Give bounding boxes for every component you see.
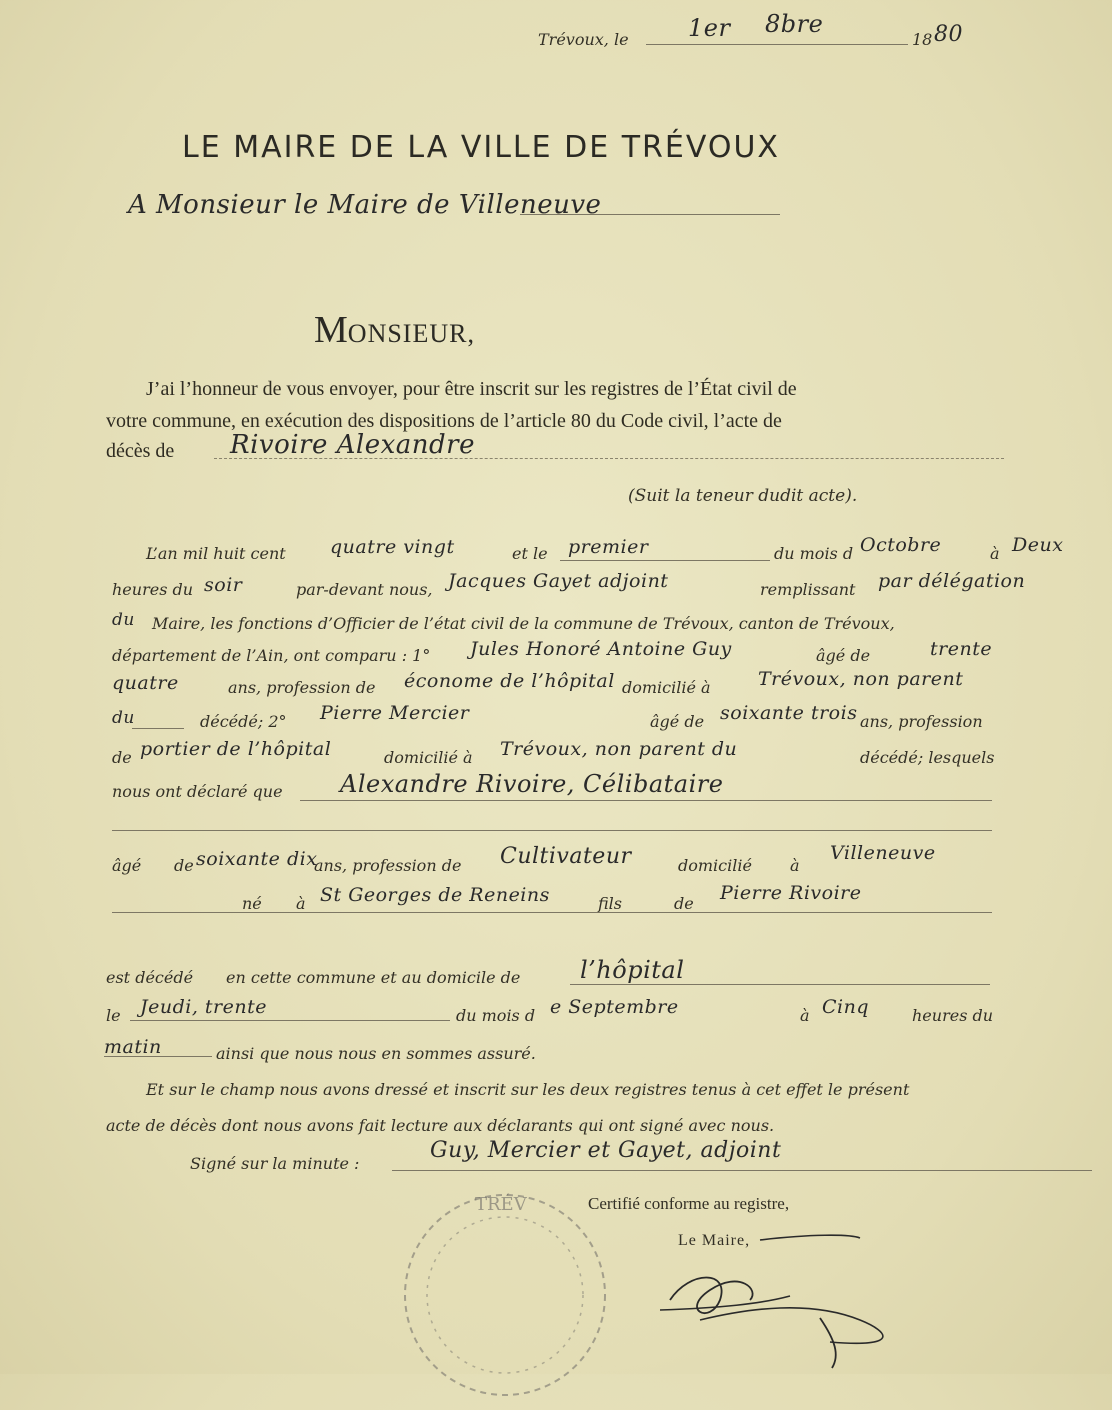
recipient-underline [520,214,780,215]
act-l8-hw1: Alexandre Rivoire, Célibataire [340,770,724,798]
intro-line-3-label: décès de [106,440,175,462]
act-l6-a: décédé; 2° [200,712,287,731]
act-l11-b: en cette commune et au domicile de [226,968,521,987]
year-suffix: 80 [934,22,963,47]
act-l11-a: est décédé [106,968,194,987]
suit-note: (Suit la teneur dudit acte). [628,486,858,506]
act-l2-b: par-devant nous, [296,580,433,599]
act-l9-e: à [790,856,800,875]
act-l12-c: à [800,1006,810,1025]
act-l10-line [112,912,992,913]
seal-text: TRÉV [475,1194,527,1215]
date-underline [646,44,908,45]
act-l12-a: le [106,1006,121,1025]
official-seal-stamp [390,1180,620,1410]
act-l10-b: à [296,894,306,913]
date-month: 8bre [765,10,824,38]
act-l1-d: à [990,544,1000,563]
document-title: LE MAIRE DE LA VILLE DE TRÉVOUX [182,130,780,165]
act-l6-hw1: Pierre Mercier [320,702,470,724]
act-l9-d: domicilié [678,856,752,875]
act-l6-hw0: du [112,708,135,728]
act-l9-hw1: soixante dix [196,848,318,870]
act-l1-a: L’an mil huit cent [146,544,286,563]
act-l6-line0 [132,728,184,729]
salutation-rest: ONSIEUR, [347,319,475,348]
act-l11-hw1: l’hôpital [580,956,685,984]
act-l6-hw2: soixante trois [720,702,858,724]
act-l1-c: du mois d [774,544,854,563]
act-l6-c: ans, profession [860,712,983,731]
intro-line-2: votre commune, en exécution des dispositions de l’article 80 du Code civil, l’acte de [106,410,782,432]
act-l10-a: né [242,894,262,913]
act-l12-b: du mois d [456,1006,536,1025]
act-l13-line [104,1056,212,1057]
act-l8-a: nous ont déclaré que [112,782,283,801]
act-l9-a: âgé [112,856,142,875]
act-l6-b: âgé de [650,712,705,731]
act-l7-a: de [112,748,132,767]
act-l7-c: décédé; lesquels [860,748,995,767]
act-l7-hw2: Trévoux, non parent du [500,738,738,760]
act-l7-hw1: portier de l’hôpital [140,738,332,760]
act-l1-hw3: Octobre [860,534,942,556]
act-l8-extra-line [112,830,992,831]
act-l12-line [130,1020,450,1021]
act-l12-d: heures du [912,1006,994,1025]
act-l11-line [570,984,990,985]
act-l8-line [300,800,992,801]
act-l2-c: remplissant [760,580,856,599]
act-l7-b: domicilié à [384,748,473,767]
act-l5-hw2: Trévoux, non parent [758,668,964,690]
act-l16-hw1: Guy, Mercier et Gayet, adjoint [430,1138,782,1163]
act-l2-hw1: soir [204,574,243,596]
act-l12-hw1: Jeudi, trente [140,996,267,1018]
act-l9-b: de [174,856,194,875]
date-day: 1er [688,14,731,42]
act-l10-hw1: St Georges de Reneins [320,884,550,906]
act-l2-a: heures du [112,580,194,599]
act-l1-line [560,560,770,561]
act-l10-d: de [674,894,694,913]
act-l3-hw0: du [112,610,135,630]
seal-inner-ring [427,1217,583,1373]
act-l5-b: domicilié à [622,678,711,697]
act-l10-hw2: Pierre Rivoire [720,882,862,904]
act-l4-b: âgé de [816,646,871,665]
act-l9-hw2: Cultivateur [500,844,632,869]
deceased-name: Rivoire Alexandre [230,430,475,460]
year-prefix: 18 [912,30,933,49]
act-l4-hw1: Jules Honoré Antoine Guy [470,638,732,660]
act-l10-c: fils [598,894,622,913]
recipient-line: A Monsieur le Maire de Villeneuve [128,190,602,220]
act-l16-line [392,1170,1092,1171]
act-l12-hw2: e Septembre [550,996,679,1018]
act-l16-a: Signé sur la minute : [190,1154,360,1173]
act-l1-hw1: quatre vingt [330,536,455,558]
act-l13-hw1: matin [104,1036,162,1058]
act-l15-a: acte de décès dont nous avons fait lecture aux déclarants qui ont signé avec nous. [106,1116,775,1135]
act-l3-a: Maire, les fonctions d’Officier de l’état civil de la commune de Trévoux, canton de Trévoux, [152,614,895,633]
mayor-label: Le Maire, [678,1232,751,1249]
act-l9-c: ans, profession de [314,856,462,875]
certified-text: Certifié conforme au registre, [588,1194,790,1213]
act-l4-hw2: trente [930,638,993,660]
act-l12-hw3: Cinq [822,996,870,1018]
act-l14-a: Et sur le champ nous avons dressé et inscrit sur les deux registres tenus à cet effet le présent [146,1080,910,1099]
salutation-initial: M [314,309,348,351]
act-l5-hw0: quatre [112,672,179,694]
seal-outer-ring [405,1195,605,1395]
act-l1-hw2: premier [568,536,649,558]
act-l9-hw3: Villeneuve [830,842,936,864]
act-l5-a: ans, profession de [228,678,376,697]
act-l13-a: ainsi que nous nous en sommes assuré. [216,1044,536,1063]
salutation [314,308,475,352]
act-l4-a: département de l’Ain, ont comparu : 1° [112,646,431,665]
act-l1-hw4: Deux [1012,534,1064,556]
intro-line-1: J’ai l’honneur de vous envoyer, pour être inscrit sur les registres de l’État civil de [146,378,797,400]
act-l2-hw2: Jacques Gayet adjoint [448,570,669,592]
mayor-signature [640,1230,940,1370]
act-l5-hw1: économe de l’hôpital [404,670,615,692]
act-l2-hw3: par délégation [878,570,1026,592]
place-date-label: Trévoux, le [538,30,629,49]
act-l1-b: et le [512,544,548,563]
